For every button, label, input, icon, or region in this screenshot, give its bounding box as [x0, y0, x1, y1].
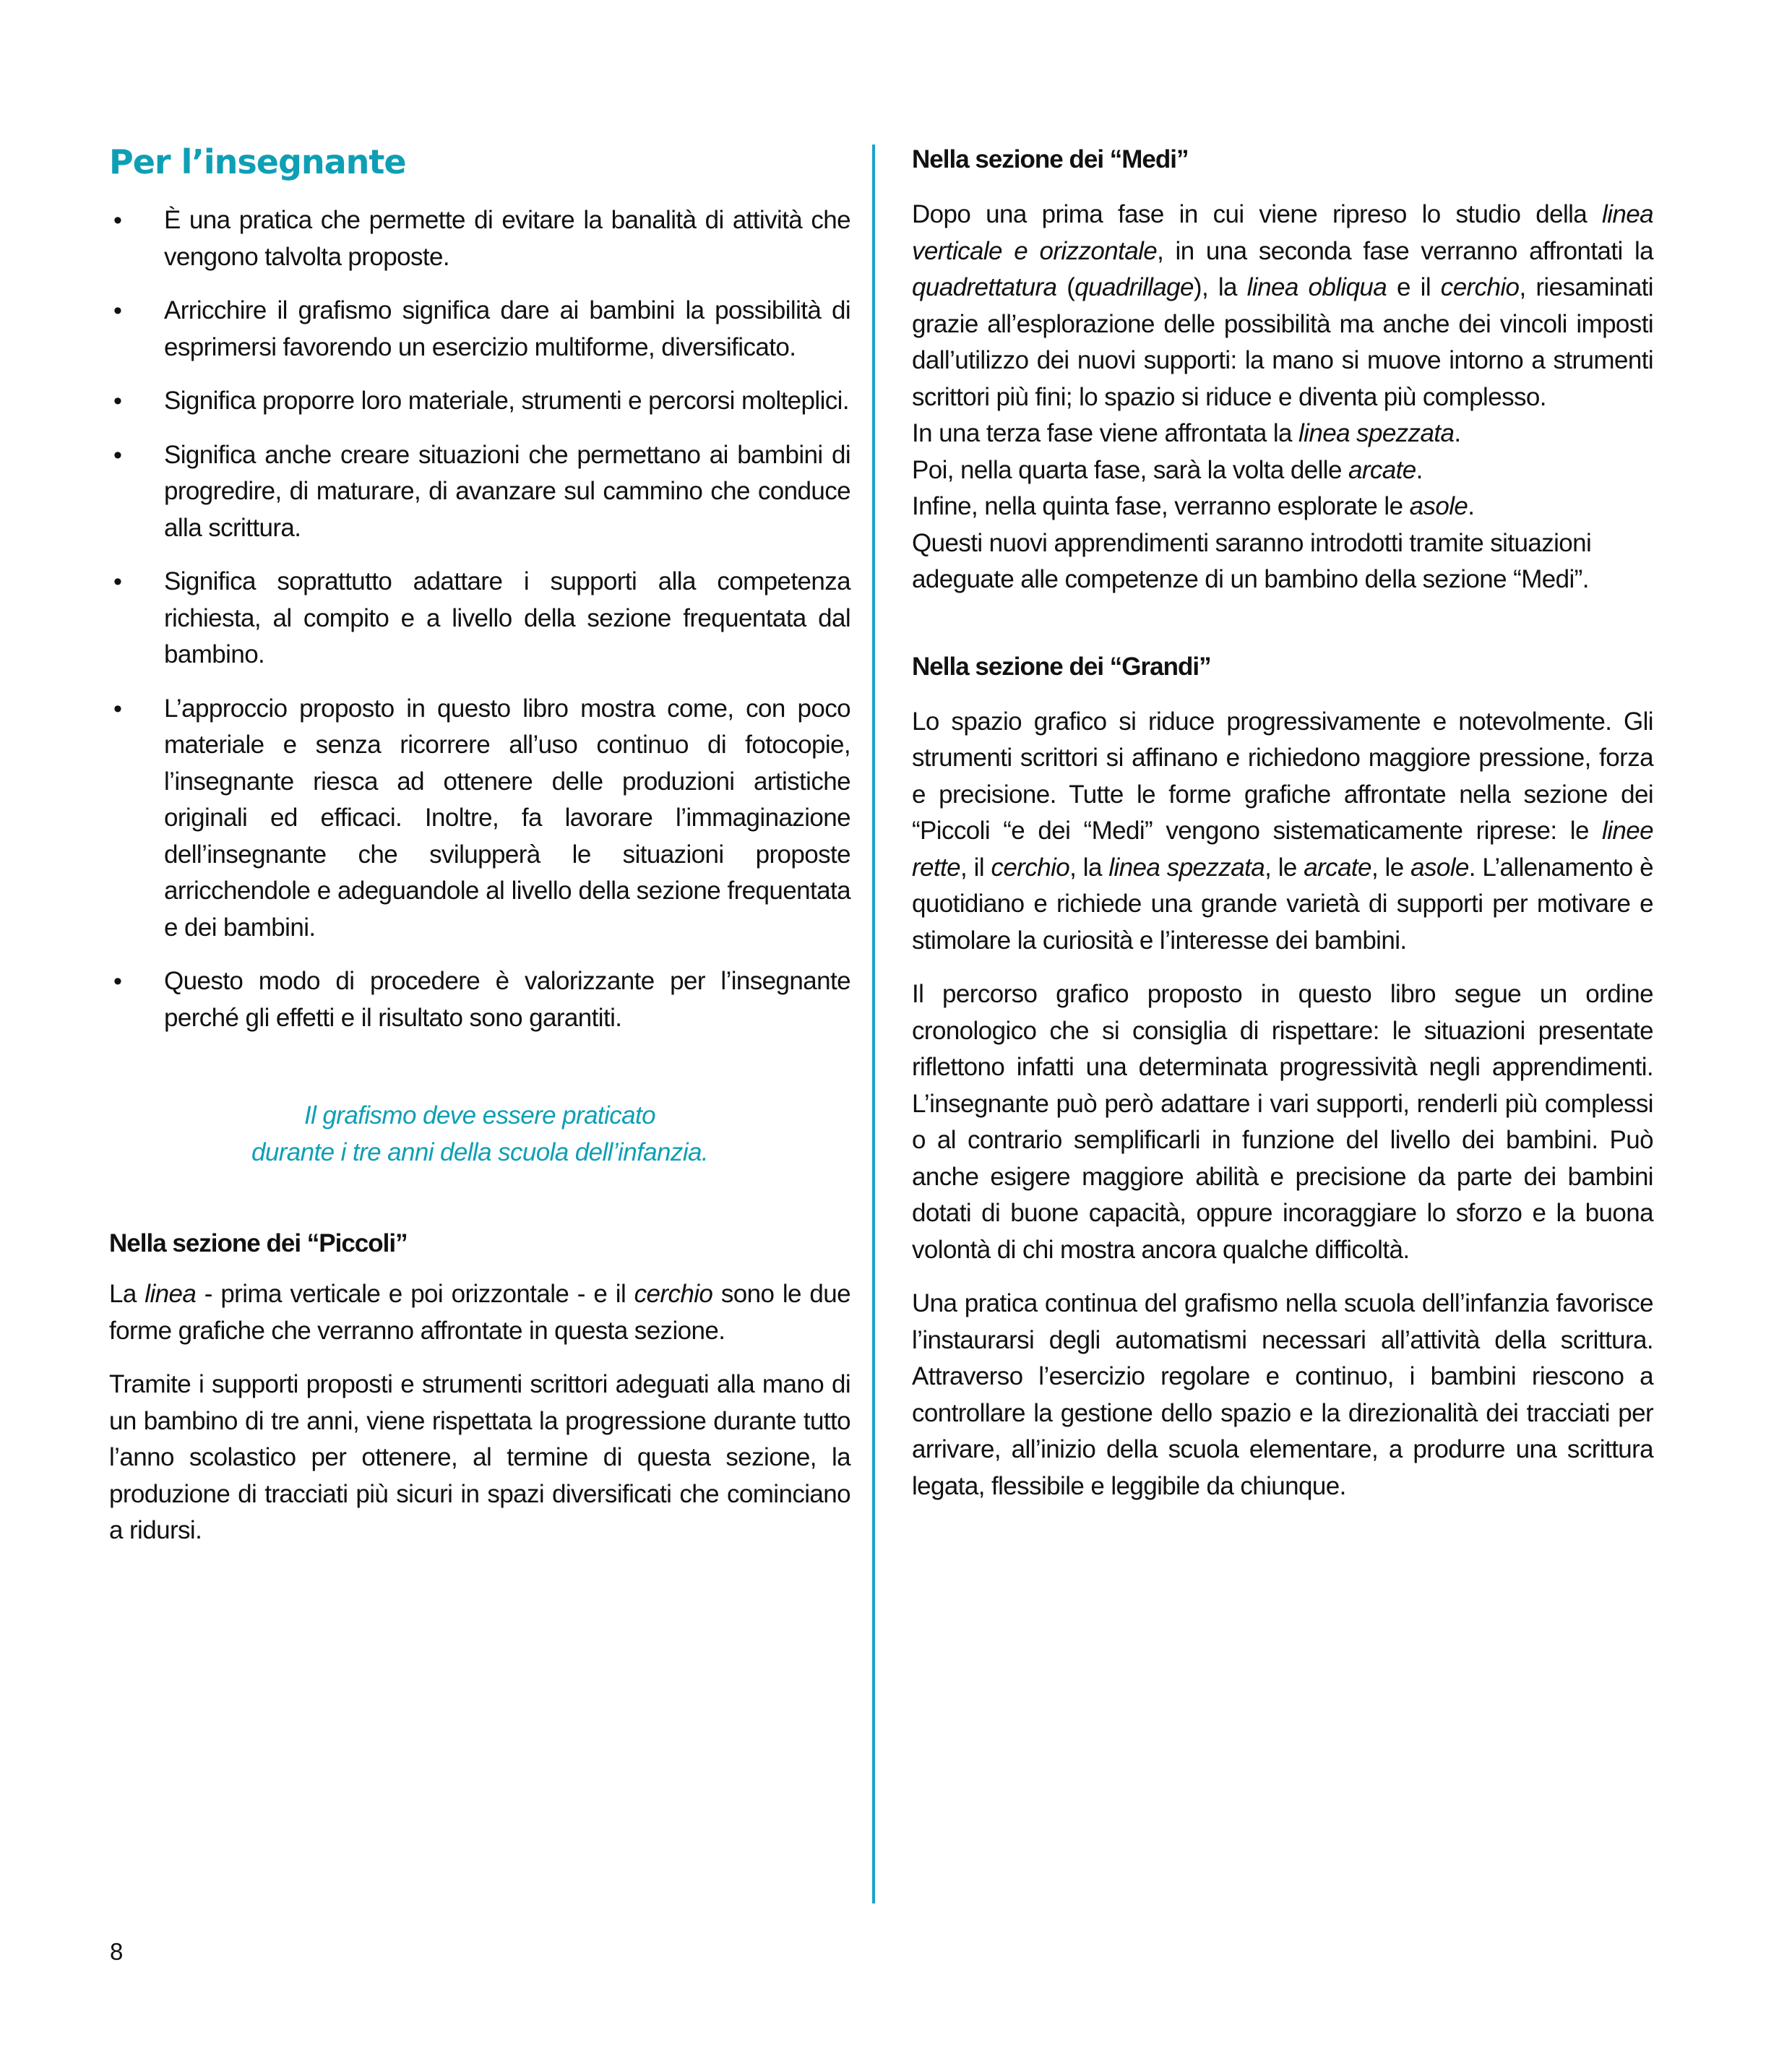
- text-run: .: [1416, 455, 1423, 484]
- list-item: [109, 293, 850, 366]
- text-run: Infine, nella quinta fase, verranno esplorate le: [912, 492, 1410, 520]
- text-run: .: [1454, 419, 1461, 447]
- heading-piccoli: Nella sezione dei “Piccoli”: [109, 1229, 408, 1257]
- bullet-icon: •: [113, 207, 122, 234]
- list-item: [109, 202, 850, 275]
- text-run-italic: cerchio: [1440, 273, 1520, 301]
- right-column: [912, 142, 1653, 1522]
- list-item: [109, 963, 850, 1036]
- text-run-italic: cerchio: [634, 1280, 713, 1308]
- text-run: sono le due forme grafiche che verranno affrontate in questa sezione.: [109, 1280, 850, 1345]
- text-run: - prima verticale e poi orizzontale - e il: [196, 1280, 634, 1308]
- text-run: (: [1056, 273, 1075, 301]
- text-run: , riesaminati grazie all’esplorazione delle possibilità ma anche dei vincoli imposti dall’utilizzo dei nuovi supporti: la mano si muove intorno a strumenti scrittori più fini; lo spazio si riduce e diventa più complesso.: [912, 273, 1653, 411]
- left-column: [109, 142, 850, 1567]
- text-run: , le: [1265, 853, 1304, 882]
- heading-grandi: Nella sezione dei “Grandi”: [912, 652, 1211, 681]
- paragraph-piccoli-1: [109, 1276, 850, 1349]
- text-run: Lo spazio grafico si riduce progressivamente e notevolmente. Gli strumenti scrittori si affinano e richiedono maggiore pressione, forza e precisione. Tutte le forme grafiche affrontate nella sezione dei “Piccoli “e dei “Medi” vengono sistematicamente riprese: le: [912, 707, 1653, 845]
- text-run-italic: linea verticale e orizzontale: [912, 200, 1653, 265]
- teacher-bullet-list: [109, 202, 850, 1036]
- paragraph-medi-2: [912, 416, 1653, 452]
- paragraph-medi-5: Questi nuovi apprendimenti saranno introdotti tramite situazioni adeguate alle competenze di un bambino della sezione “Medi”.: [912, 528, 1592, 593]
- text-run: In una terza fase viene affrontata la: [912, 419, 1298, 447]
- text-run-italic: arcate: [1348, 455, 1416, 484]
- quote-line: Il grafismo deve essere praticato: [304, 1101, 655, 1130]
- list-item-text: Significa soprattutto adattare i supporti alla competenza richiesta, al compito e a livello della sezione frequentata dal bambino.: [164, 567, 850, 668]
- paragraph-medi-1: [912, 197, 1653, 416]
- text-run: , le: [1371, 853, 1411, 882]
- list-item-text: L’approccio proposto in questo libro mostra come, con poco materiale e senza ricorrere all’uso continuo di fotocopie, l’insegnante riesca ad ottenere delle produzioni artistiche originali ed efficaci. Inoltre, fa lavorare l’immaginazione dell’insegnante che svilupperà le situazioni proposte arricchendole e adeguandole al livello della sezione frequentata e dei bambini.: [164, 694, 850, 942]
- text-run: .: [1468, 492, 1475, 520]
- text-run-italic: arcate: [1304, 853, 1371, 882]
- list-item-text: È una pratica che permette di evitare la banalità di attività che vengono talvolta proposte.: [164, 206, 850, 271]
- text-run: La: [109, 1280, 145, 1308]
- text-run-italic: quadrettatura: [912, 273, 1057, 301]
- bullet-icon: •: [113, 968, 122, 995]
- text-run: , la: [1069, 853, 1109, 882]
- text-run-italic: linea: [145, 1280, 197, 1308]
- bullet-icon: •: [113, 297, 122, 324]
- paragraph-grandi-3: Una pratica continua del grafismo nella scuola dell’infanzia favorisce l’instaurarsi degli automatismi necessari all’attività della scrittura. Attraverso l’esercizio regolare e continuo, i bambini riescono a controllare la gestione dello spazio e la direzionalità dei tracciati per arrivare, all’inizio della scuola elementare, a produrre una scrittura legata, flessibile e leggibile da chiunque.: [912, 1289, 1653, 1500]
- paragraph-medi-4: [912, 489, 1653, 525]
- paragraph-medi-3: [912, 452, 1653, 489]
- page-number: 8: [110, 1938, 124, 1965]
- list-item-text: Significa proporre loro materiale, strumenti e percorsi molteplici.: [164, 387, 849, 415]
- text-run-italic: linea spezzata: [1108, 853, 1265, 882]
- paragraph-grandi-1: [912, 704, 1653, 960]
- section-title: Per l’insegnante: [109, 142, 406, 181]
- text-run-italic: cerchio: [991, 853, 1070, 882]
- heading-medi: Nella sezione dei “Medi”: [912, 145, 1189, 173]
- list-item: [109, 691, 850, 947]
- highlight-quote: [109, 1097, 850, 1171]
- text-run: , in una seconda fase verranno affrontati la: [1157, 236, 1653, 265]
- text-run-italic: linea spezzata: [1298, 419, 1455, 447]
- bullet-icon: •: [113, 387, 122, 415]
- text-run: Dopo una prima fase in cui viene ripreso lo studio della: [912, 200, 1603, 228]
- list-item-text: Questo modo di procedere è valorizzante per l’insegnante perché gli effetti e il risultato sono garantiti.: [164, 967, 850, 1032]
- text-run: Poi, nella quarta fase, sarà la volta delle: [912, 455, 1348, 484]
- bullet-icon: •: [113, 568, 122, 595]
- text-run-italic: linea obliqua: [1246, 273, 1387, 301]
- text-run: . L’allenamento è quotidiano e richiede una grande varietà di supporti per motivare e stimolare la curiosità e l’interesse dei bambini.: [912, 853, 1653, 955]
- column-divider: [872, 145, 875, 1903]
- list-item: [109, 383, 850, 420]
- text-run-italic: asole: [1410, 853, 1469, 882]
- text-run: , il: [960, 853, 991, 882]
- list-item: [109, 564, 850, 674]
- quote-line: durante i tre anni della scuola dell’infanzia.: [251, 1138, 708, 1166]
- text-run-italic: linee rette: [912, 817, 1653, 882]
- list-item: [109, 437, 850, 547]
- text-run-italic: asole: [1409, 492, 1468, 520]
- paragraph-piccoli-2: Tramite i supporti proposti e strumenti scrittori adeguati alla mano di un bambino di tre anni, viene rispettata la progressione durante tutto l’anno scolastico per ottenere, al termine di questa sezione, la produzione di tracciati più sicuri in spazi diversificati che cominciano a ridursi.: [109, 1370, 850, 1544]
- bullet-icon: •: [113, 694, 122, 723]
- text-run: e il: [1387, 273, 1441, 301]
- paragraph-grandi-2: Il percorso grafico proposto in questo libro segue un ordine cronologico che si consiglia di rispettare: le situazioni presentate riflettono infatti una determinata progressività negli apprendimenti. L’insegnante può però adattare i vari supporti, renderli più complessi o al contrario semplificarli in funzione del livello dei bambini. Può anche esigere maggiore abilità e precisione da parte dei bambini dotati di buone capacità, oppure incoraggiare lo sforzo e la buona volontà di chi mostra ancora qualche difficoltà.: [912, 980, 1653, 1264]
- text-run: ), la: [1193, 273, 1247, 301]
- list-item-text: Arricchire il grafismo significa dare ai bambini la possibilità di esprimersi favorendo un esercizio multiforme, diversificato.: [164, 296, 850, 361]
- list-item-text: Significa anche creare situazioni che permettano ai bambini di progredire, di maturare, di avanzare sul cammino che conduce alla scrittura.: [164, 440, 850, 542]
- text-run-italic: quadrillage: [1074, 273, 1194, 301]
- bullet-icon: •: [113, 441, 122, 469]
